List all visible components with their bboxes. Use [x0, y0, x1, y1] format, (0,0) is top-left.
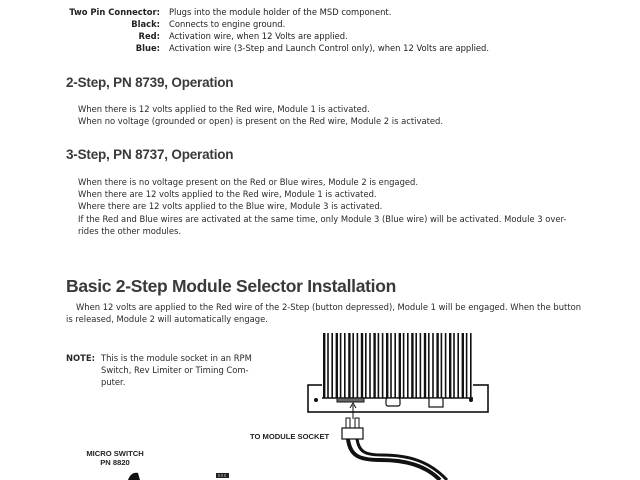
micro-switch-body: [128, 473, 140, 480]
heat-sink-fin: [357, 333, 359, 398]
spec-desc: Activation wire, when 12 Volts are applied.: [169, 31, 348, 41]
heat-sink-fin: [403, 333, 405, 398]
mount-hole-right: [469, 398, 473, 402]
mount-hole-left: [314, 398, 318, 402]
heat-sink-fin: [407, 333, 409, 398]
two-step-line: When there is 12 volts applied to the Red wire, Module 1 is activated.: [78, 104, 370, 114]
two-step-heading: 2-Step, PN 8739, Operation: [66, 75, 234, 90]
heat-sink-fin: [378, 333, 380, 398]
installation-heading: Basic 2-Step Module Selector Installation: [66, 276, 397, 296]
heat-sink-fin: [323, 333, 325, 398]
heat-sink-fin: [369, 333, 371, 398]
three-step-line: When there are 12 volts applied to the Red wire, Module 1 is activated.: [78, 189, 377, 200]
three-step-line: If the Red and Blue wires are activated at the same time, only Module 3 (Blue wire) will be activated. Module 3 over-: [78, 213, 567, 224]
heat-sink-fin: [449, 333, 451, 398]
heat-sink-fin: [365, 333, 367, 398]
heat-sink-fin: [344, 333, 346, 398]
note-line: This is the module socket in an RPM: [101, 353, 252, 363]
spec-label: Black:: [131, 19, 160, 29]
three-step-line: rides the other modules.: [78, 225, 182, 236]
heat-sink-fin: [441, 333, 443, 398]
heat-sink-fin: [470, 333, 472, 398]
heat-sink-fin: [336, 333, 338, 398]
to-module-socket-label: TO MODULE SOCKET: [250, 432, 330, 441]
micro-switch-label: [82, 449, 148, 467]
heat-sink-fin: [390, 333, 392, 398]
heat-sink-fin: [457, 333, 459, 398]
heat-sink-fin: [453, 333, 455, 398]
installation-line: is released, Module 2 will automatically engage.: [66, 314, 268, 325]
heat-sink-fin: [411, 333, 413, 398]
module-tab-right: [429, 398, 443, 407]
heat-sink-fin: [382, 333, 384, 398]
spec-desc: Plugs into the module holder of the MSD component.: [169, 7, 392, 17]
heat-sink-fin: [432, 333, 434, 398]
spec-label: Red:: [138, 31, 160, 41]
module-tab-center: [386, 398, 400, 406]
heat-sink-fin: [331, 333, 333, 398]
module-socket: [337, 398, 364, 402]
two-pin-plug: [342, 418, 363, 439]
installation-line: When 12 volts are applied to the Red wire of the 2-Step (button depressed), Module 1 will be engaged. When the button: [76, 302, 582, 312]
heat-sink-fin: [352, 333, 354, 398]
three-step-line: When there is no voltage present on the Red or Blue wires, Module 2 is engaged.: [78, 177, 419, 187]
heat-sink-fin: [415, 333, 417, 398]
heat-sink-fin: [361, 333, 363, 398]
heat-sink-fin: [394, 333, 396, 398]
heat-sink-fin: [466, 333, 468, 398]
two-step-line: When no voltage (grounded or open) is present on the Red wire, Module 2 is activated.: [78, 116, 443, 127]
spec-label: Two Pin Connector:: [69, 7, 160, 17]
heat-sink-fin: [327, 333, 329, 398]
heat-sink-fin: [445, 333, 447, 398]
wire-harness: [348, 439, 440, 480]
heat-sink-fin: [348, 333, 350, 398]
heat-sink-fin: [462, 333, 464, 398]
note-label: NOTE:: [66, 353, 95, 363]
heat-sink-fin: [436, 333, 438, 398]
micro-switch-pn: PN 8820: [100, 458, 130, 467]
heat-sink-fin: [340, 333, 342, 398]
three-step-heading: 3-Step, PN 8737, Operation: [66, 147, 234, 162]
heat-sink-fin: [424, 333, 426, 398]
module-unit: [308, 333, 488, 419]
heat-sink-fin: [420, 333, 422, 398]
heat-sink-fin: [428, 333, 430, 398]
heat-sink-fin: [399, 333, 401, 398]
spec-label: Blue:: [135, 43, 160, 53]
note-line: Switch, Rev Limiter or Timing Com-: [101, 365, 249, 376]
micro-switch-title: MICRO SWITCH: [86, 449, 144, 458]
spec-desc: Connects to engine ground.: [169, 19, 286, 29]
note-line: puter.: [101, 377, 126, 388]
heat-sink-fin: [386, 333, 388, 398]
spec-desc: Activation wire (3-Step and Launch Control only), when 12 Volts are applied.: [169, 43, 490, 53]
three-step-line: Where there are 12 volts applied to the Blue wire, Module 3 is activated.: [78, 201, 383, 212]
heat-sink-fin: [373, 333, 375, 398]
micro-switch-terminal: [216, 473, 229, 478]
